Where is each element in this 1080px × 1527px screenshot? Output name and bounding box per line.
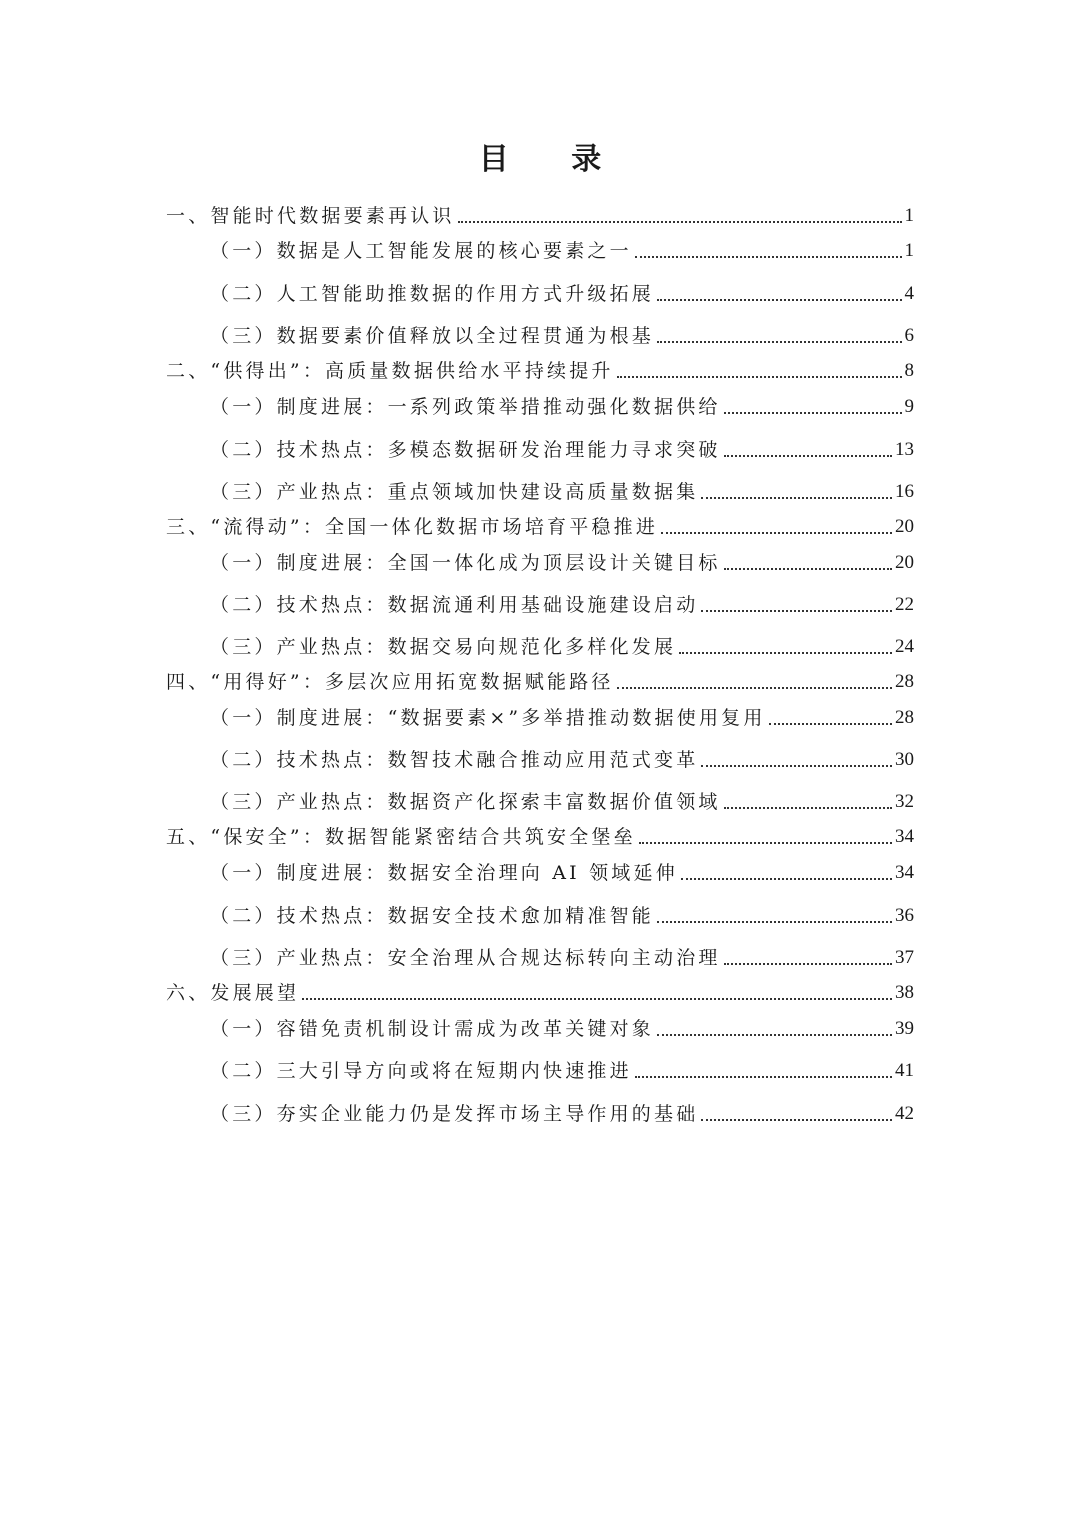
toc-dot-leader (701, 765, 892, 767)
toc-page-number: 9 (904, 396, 914, 417)
toc-page-number: 42 (895, 1103, 914, 1124)
toc-page-number: 16 (895, 481, 914, 502)
toc-dot-leader (701, 1119, 892, 1121)
toc-entry[interactable] (166, 358, 914, 384)
toc-dot-leader (724, 807, 892, 809)
toc-entry[interactable] (210, 945, 914, 971)
toc-entry-title: （三）数据要素价值释放以全过程贯通为根基 (210, 325, 655, 347)
toc-dot-leader (617, 687, 892, 689)
toc-dot-leader (769, 723, 892, 725)
toc-entry-title: （一）容错免责机制设计需成为改革关键对象 (210, 1018, 655, 1040)
toc-dot-leader (724, 568, 892, 570)
toc-dot-leader (635, 1076, 892, 1078)
toc-entry-title: 二、“供得出”：高质量数据供给水平持续提升 (166, 360, 614, 382)
toc-page-number: 6 (904, 325, 914, 346)
toc-dot-leader (657, 1034, 892, 1036)
toc-page-number: 34 (895, 862, 914, 883)
toc-page-number: 4 (904, 283, 914, 304)
toc-entry-title: （三）产业热点：数据交易向规范化多样化发展 (210, 636, 677, 658)
toc-entry-title: （二）技术热点：多模态数据研发治理能力寻求突破 (210, 439, 721, 461)
toc-dot-leader (701, 610, 892, 612)
toc-dot-leader (724, 412, 902, 414)
toc-entry[interactable] (166, 824, 914, 850)
toc-dot-leader (635, 256, 902, 258)
toc-page-number: 8 (904, 360, 914, 381)
toc-entry-title: 五、“保安全”：数据智能紧密结合共筑安全堡垒 (166, 826, 636, 848)
toc-page-number: 28 (895, 671, 914, 692)
toc-page-number: 20 (895, 516, 914, 537)
page-title: 目 录 (478, 142, 628, 177)
toc-entry-title: （一）数据是人工智能发展的核心要素之一 (210, 240, 632, 262)
toc-entry-title: （一）制度进展：“数据要素×”多举措推动数据使用复用 (210, 707, 766, 729)
toc-dot-leader (617, 376, 902, 378)
toc-entry-title: （三）产业热点：数据资产化探索丰富数据价值领域 (210, 791, 721, 813)
toc-entry-title: （三）产业热点：重点领域加快建设高质量数据集 (210, 481, 699, 503)
toc-entry-title: （二）人工智能助推数据的作用方式升级拓展 (210, 283, 655, 305)
toc-page-number: 30 (895, 749, 914, 770)
toc-entry[interactable] (210, 634, 914, 660)
toc-dot-leader (639, 842, 892, 844)
toc-entry-title: 一、智能时代数据要素再认识 (166, 205, 455, 227)
toc-dot-leader (302, 998, 892, 1000)
toc-page-number: 34 (895, 826, 914, 847)
toc-entry[interactable] (210, 1016, 914, 1042)
toc-dot-leader (701, 497, 892, 499)
toc-entry[interactable] (166, 203, 914, 229)
toc-page-number: 39 (895, 1018, 914, 1039)
toc-entry-title: （二）技术热点：数据安全技术愈加精准智能 (210, 905, 655, 927)
toc-entry[interactable] (210, 1101, 914, 1127)
toc-page-number: 22 (895, 594, 914, 615)
toc-dot-leader (724, 963, 892, 965)
toc-entry[interactable] (210, 860, 914, 886)
toc-page-number: 41 (895, 1060, 914, 1081)
toc-entry[interactable] (210, 1058, 914, 1084)
toc-entry[interactable] (210, 479, 914, 505)
toc-dot-leader (657, 341, 901, 343)
toc-entry-title: （二）技术热点：数智技术融合推动应用范式变革 (210, 749, 699, 771)
toc-page-number: 20 (895, 552, 914, 573)
toc-entry[interactable] (166, 669, 914, 695)
toc-dot-leader (681, 878, 892, 880)
toc-entry[interactable] (166, 980, 914, 1006)
toc-dot-leader (657, 299, 901, 301)
toc-dot-leader (679, 652, 892, 654)
toc-dot-leader (724, 455, 892, 457)
toc-entry[interactable] (210, 550, 914, 576)
toc-entry-title: （二）技术热点：数据流通利用基础设施建设启动 (210, 594, 699, 616)
toc-entry[interactable] (210, 323, 914, 349)
toc-entry-title: （一）制度进展：全国一体化成为顶层设计关键目标 (210, 552, 721, 574)
toc-dot-leader (661, 532, 892, 534)
toc-page-number: 1 (904, 240, 914, 261)
toc-entry[interactable] (210, 238, 914, 264)
toc-entry[interactable] (210, 903, 914, 929)
toc-entry-title: 四、“用得好”：多层次应用拓宽数据赋能路径 (166, 671, 614, 693)
toc-entry[interactable] (210, 592, 914, 618)
toc-page-number: 38 (895, 982, 914, 1003)
toc-entry[interactable] (210, 437, 914, 463)
toc-entry-title: 六、发展展望 (166, 982, 300, 1004)
toc-page-number: 36 (895, 905, 914, 926)
toc-page-number: 13 (895, 439, 914, 460)
toc-page-number: 24 (895, 636, 914, 657)
toc-entry-title: （二）三大引导方向或将在短期内快速推进 (210, 1060, 632, 1082)
toc-entry-title: 三、“流得动”：全国一体化数据市场培育平稳推进 (166, 516, 659, 538)
toc-dot-leader (458, 221, 902, 223)
toc-page-number: 32 (895, 791, 914, 812)
toc-entry-title: （一）制度进展：数据安全治理向 AI 领域延伸 (210, 862, 678, 884)
toc-entry-title: （三）产业热点：安全治理从合规达标转向主动治理 (210, 947, 721, 969)
toc-entry-title: （三）夯实企业能力仍是发挥市场主导作用的基础 (210, 1103, 699, 1125)
toc-entry[interactable] (210, 281, 914, 307)
toc-page-number: 1 (904, 205, 914, 226)
toc-page-number: 28 (895, 707, 914, 728)
toc-dot-leader (657, 921, 892, 923)
toc-entry[interactable] (210, 705, 914, 731)
toc-entry[interactable] (210, 747, 914, 773)
toc-entry[interactable] (210, 789, 914, 815)
toc-page-number: 37 (895, 947, 914, 968)
toc-entry[interactable] (166, 514, 914, 540)
toc-entry[interactable] (210, 394, 914, 420)
toc-entry-title: （一）制度进展：一系列政策举措推动强化数据供给 (210, 396, 721, 418)
